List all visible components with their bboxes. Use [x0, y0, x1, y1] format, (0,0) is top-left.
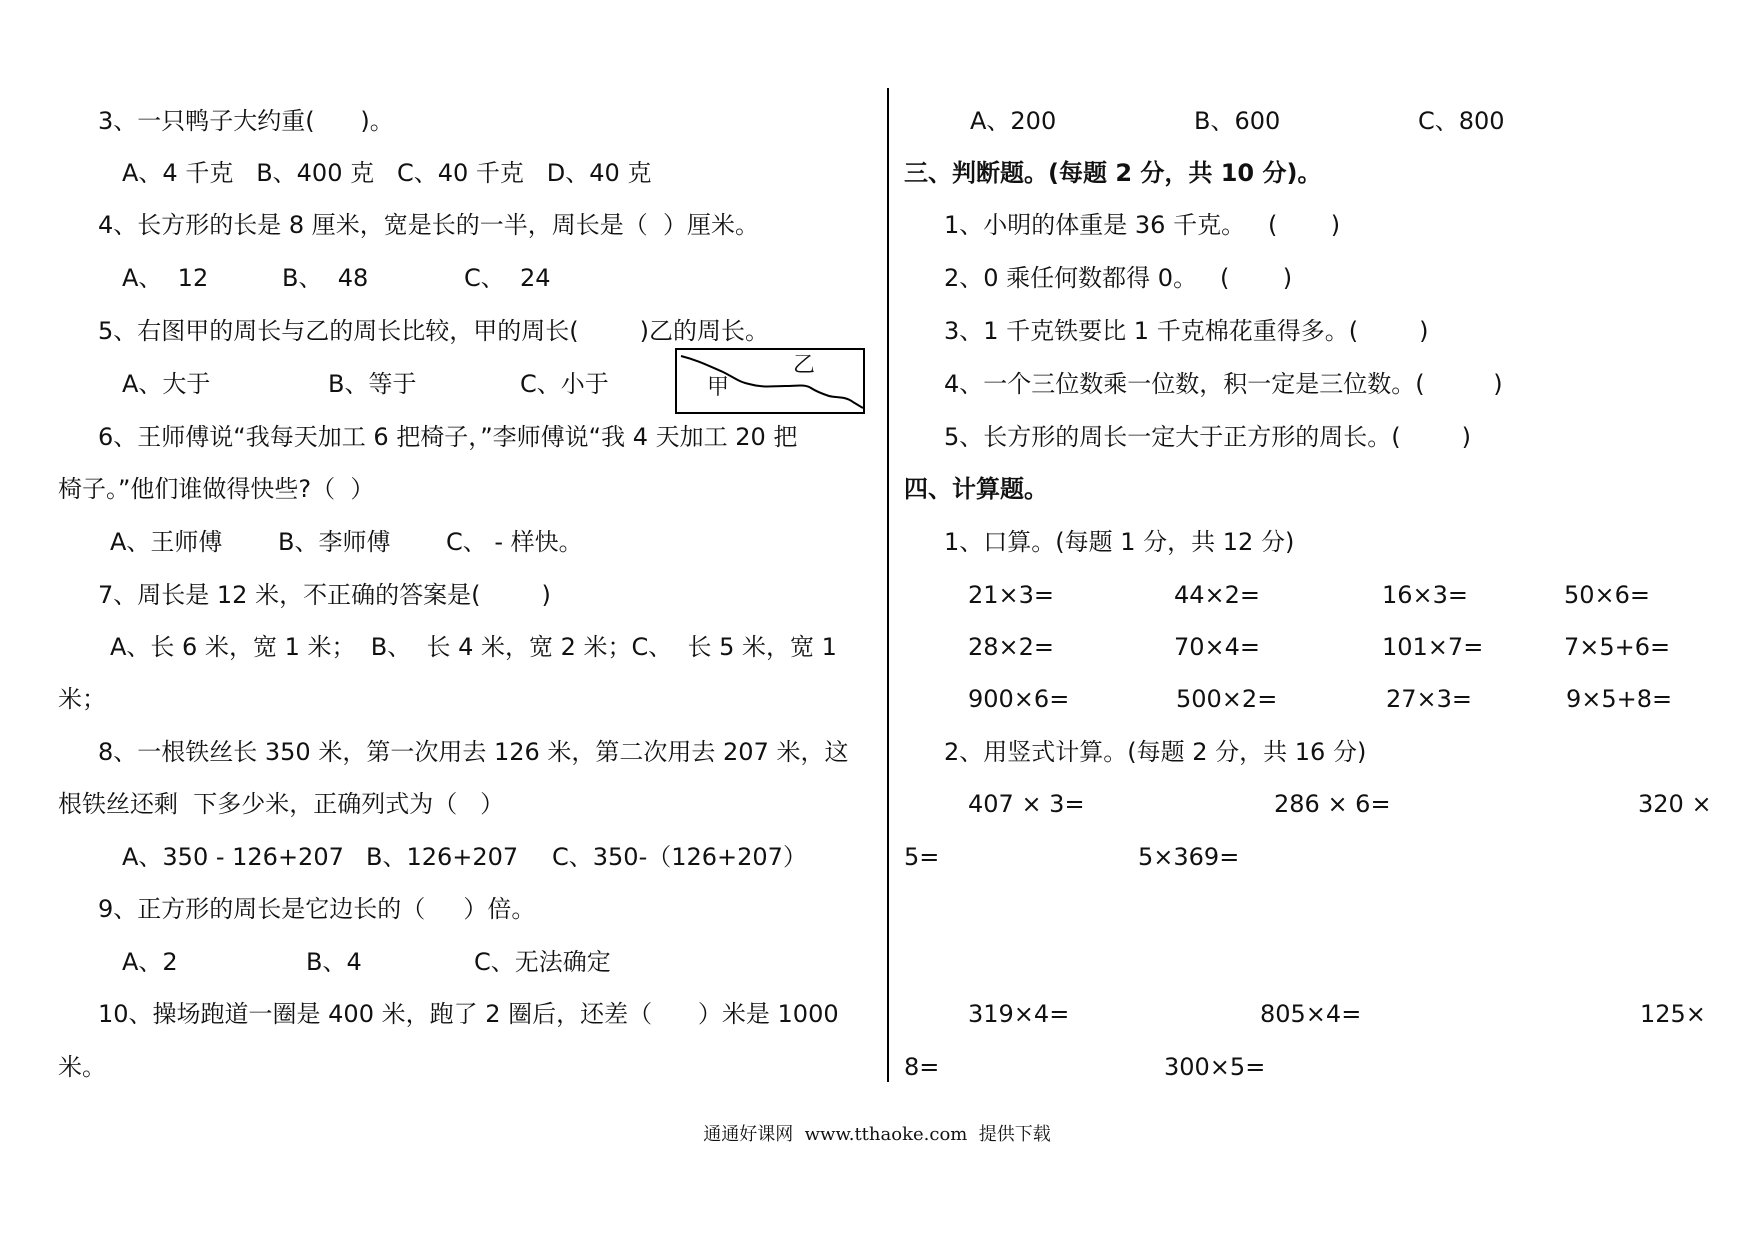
- oral-item: 28×2=: [968, 633, 1055, 661]
- vertical-item: 5×369=: [1138, 843, 1240, 871]
- question-6-line-2: 椅子。”他们谁做得快些?（ ）: [58, 475, 375, 503]
- vertical-item: 319×4=: [968, 1000, 1070, 1028]
- figure-label-yi: 乙: [793, 353, 816, 378]
- question-8-line-1: 8、一根铁丝长 350 米，第一次用去 126 米，第二次用去 207 米，这: [98, 738, 849, 766]
- question-8-option-c: C、350-（126+207）: [552, 843, 807, 871]
- vertical-item-wrap: 8=: [904, 1053, 940, 1081]
- question-4-option-a: A、 12: [122, 264, 209, 292]
- question-5-option-c: C、小于: [520, 370, 609, 398]
- question-6-option-c: C、 - 样快。: [446, 528, 583, 556]
- oral-item: 21×3=: [968, 581, 1055, 609]
- section-3-title: 三、判断题。(每题 2 分，共 10 分)。: [904, 159, 1322, 187]
- oral-item: 101×7=: [1382, 633, 1484, 661]
- question-5-option-b: B、等于: [328, 370, 417, 398]
- oral-item: 900×6=: [968, 685, 1070, 713]
- vertical-item: 125×: [1640, 1000, 1706, 1028]
- question-8-option-b: B、126+207: [366, 843, 519, 871]
- question-7: 7、周长是 12 米，不正确的答案是( ): [98, 581, 551, 609]
- vertical-item: 805×4=: [1260, 1000, 1362, 1028]
- oral-item: 7×5+6=: [1564, 633, 1671, 661]
- question-4-option-c: C、 24: [464, 264, 551, 292]
- question-4: 4、长方形的长是 8 厘米，宽是长的一半，周长是（ ）厘米。: [98, 211, 760, 239]
- question-7-options-line-2: 米；: [58, 685, 106, 713]
- question-9-option-b: B、4: [306, 948, 362, 976]
- oral-item: 70×4=: [1174, 633, 1261, 661]
- question-6-line-1: 6、王师傅说“我每天加工 6 把椅子，”李师傅说“我 4 天加工 20 把: [98, 423, 798, 451]
- question-8-line-2: 根铁丝还剩 下多少米，正确列式为（ ）: [58, 790, 505, 818]
- perimeter-figure: [675, 348, 865, 414]
- oral-item: 50×6=: [1564, 581, 1651, 609]
- figure-label-jia: 甲: [707, 375, 730, 400]
- carry-over-option-c: C、800: [1418, 107, 1505, 135]
- vertical-item: 286 × 6=: [1274, 790, 1391, 818]
- judge-item-3: 3、1 千克铁要比 1 千克棉花重得多。( ): [944, 317, 1429, 345]
- question-9-option-c: C、无法确定: [474, 948, 611, 976]
- oral-calc-title: 1、口算。(每题 1 分，共 12 分): [944, 528, 1295, 556]
- oral-item: 27×3=: [1386, 685, 1473, 713]
- oral-item: 16×3=: [1382, 581, 1469, 609]
- question-5-option-a: A、大于: [122, 370, 211, 398]
- oral-item: 9×5+8=: [1566, 685, 1673, 713]
- judge-item-1: 1、小明的体重是 36 千克。 ( ): [944, 211, 1341, 239]
- question-6-option-a: A、王师傅: [110, 528, 223, 556]
- question-10-line-2: 米。: [58, 1053, 106, 1081]
- judge-item-5: 5、长方形的周长一定大于正方形的周长。( ): [944, 423, 1472, 451]
- question-10-line-1: 10、操场跑道一圈是 400 米，跑了 2 圈后，还差（ ）米是 1000: [98, 1000, 839, 1028]
- question-4-option-b: B、 48: [282, 264, 369, 292]
- column-divider: [887, 88, 889, 1082]
- vertical-item-wrap: 5=: [904, 843, 940, 871]
- question-5: 5、右图甲的周长与乙的周长比较，甲的周长( )乙的周长。: [98, 317, 770, 345]
- figure-dividing-line: [677, 350, 863, 412]
- section-4-title: 四、计算题。: [904, 475, 1048, 503]
- vertical-calc-title: 2、用竖式计算。(每题 2 分，共 16 分): [944, 738, 1367, 766]
- question-6-option-b: B、李师傅: [278, 528, 391, 556]
- footer-credit: 通通好课网 www.tthaoke.com 提供下载: [703, 1124, 1051, 1145]
- oral-item: 44×2=: [1174, 581, 1261, 609]
- vertical-item: 407 × 3=: [968, 790, 1085, 818]
- oral-item: 500×2=: [1176, 685, 1278, 713]
- carry-over-option-a: A、200: [970, 107, 1057, 135]
- question-8-option-a: A、350 - 126+207: [122, 843, 344, 871]
- vertical-item: 320 ×: [1638, 790, 1712, 818]
- question-9: 9、正方形的周长是它边长的（ ）倍。: [98, 895, 536, 923]
- question-3: 3、一只鸭子大约重( )。: [98, 107, 394, 135]
- judge-item-2: 2、0 乘任何数都得 0。 ( ): [944, 264, 1293, 292]
- question-7-options-line-1: A、长 6 米，宽 1 米； B、 长 4 米，宽 2 米；C、 长 5 米，宽 1: [110, 633, 837, 661]
- judge-item-4: 4、一个三位数乘一位数，积一定是三位数。( ): [944, 370, 1503, 398]
- carry-over-option-b: B、600: [1194, 107, 1281, 135]
- question-9-option-a: A、2: [122, 948, 178, 976]
- question-3-options: A、4 千克 B、400 克 C、40 千克 D、40 克: [122, 159, 652, 187]
- vertical-item: 300×5=: [1164, 1053, 1266, 1081]
